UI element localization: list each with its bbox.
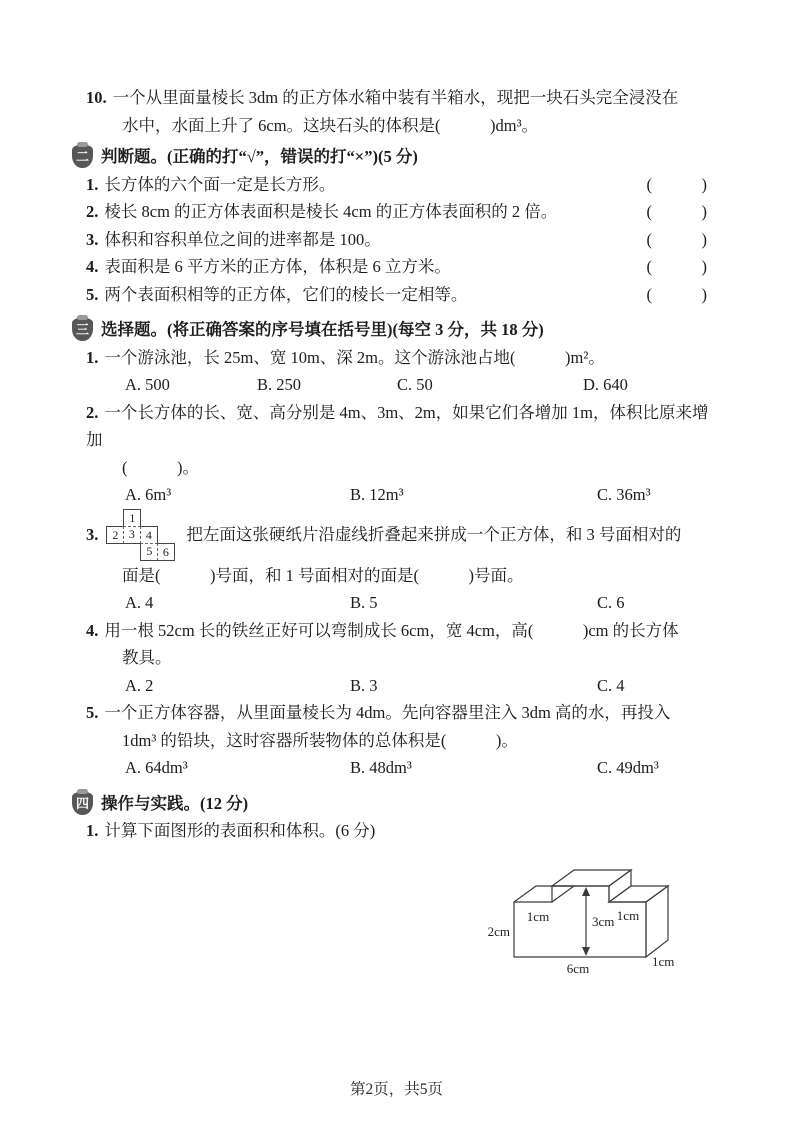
section-three-badge-icon: 三	[72, 318, 93, 341]
question-text: 一个从里面量棱长 3dm 的正方体水箱中装有半箱水，现把一块石头完全浸没在	[112, 88, 679, 107]
item-stem-line2: 1dm³ 的铅块，这时容器所装物体的总体积是( )。	[122, 730, 518, 750]
option-b: B. 5	[350, 593, 378, 612]
label-depth: 1cm	[652, 953, 675, 969]
option-c: C. 50	[397, 375, 433, 394]
label-left-height: 2cm	[487, 923, 510, 939]
label-mid-height: 3cm	[592, 913, 615, 929]
options-row	[125, 754, 713, 782]
item-text: 体积和容积单位之间的进率都是 100。	[104, 229, 381, 249]
option-b: B. 12m³	[350, 485, 404, 504]
label-right-top-width: 1cm	[616, 907, 640, 923]
item-stem: 把左面这张硬纸片沿虚线折叠起来拼成一个正方体，和 3 号面相对的	[186, 525, 682, 545]
net-cell-6: 6	[157, 543, 175, 561]
option-b: B. 250	[257, 375, 302, 394]
solid-figure-drawing	[472, 863, 722, 981]
item-number: 1.	[86, 821, 99, 840]
item-stem: 一个正方体容器，从里面量棱长为 4dm。先向容器里注入 3dm 高的水，再投入	[104, 703, 671, 722]
item-text: 两个表面积相等的正方体，它们的棱长一定相等。	[104, 284, 468, 304]
item-text: 棱长 8cm 的正方体表面积是棱长 4cm 的正方体表面积的 2 倍。	[104, 202, 558, 221]
section-practice-header	[72, 790, 713, 818]
practice-item-1	[72, 817, 713, 845]
net-cell-5: 5	[140, 543, 158, 561]
judge-item-1	[72, 171, 713, 199]
judge-item-3	[72, 226, 713, 254]
item-stem-line2: ( )。	[122, 457, 199, 477]
item-number: 3.	[86, 525, 99, 545]
option-c: C. 6	[597, 593, 625, 612]
option-c: C. 49dm³	[597, 758, 659, 777]
item-stem-line2: 面是( )号面，和 1 号面相对的面是( )号面。	[122, 565, 524, 585]
item-stem: 用一根 52cm 长的铁丝正好可以弯制成长 6cm，宽 4cm，高( )cm 的长方体	[104, 620, 679, 640]
choice-item-1	[72, 344, 713, 399]
option-a: A. 500	[125, 375, 170, 394]
net-cell-3: 3	[123, 526, 141, 544]
answer-bracket: ( )	[646, 284, 707, 304]
options-row	[125, 481, 713, 509]
judge-item-2	[72, 198, 713, 226]
choice-item-2	[72, 399, 713, 509]
item-text: 表面积是 6 平方米的正方体，体积是 6 立方米。	[104, 257, 451, 276]
option-d: D. 640	[583, 375, 628, 394]
item-number: 4.	[86, 620, 99, 640]
option-b: B. 3	[350, 675, 378, 695]
choice-item-3	[72, 509, 713, 617]
item-number: 5.	[86, 703, 99, 722]
solid-figure	[472, 863, 722, 981]
option-a: A. 4	[125, 593, 154, 612]
answer-bracket: ( )	[646, 174, 707, 194]
item-number: 2.	[86, 402, 99, 422]
option-a: A. 6m³	[125, 485, 172, 504]
net-cell-1: 1	[123, 509, 141, 527]
label-left-top-width: 1cm	[526, 908, 550, 924]
option-b: B. 48dm³	[350, 758, 412, 777]
cube-net-diagram	[106, 509, 176, 562]
question-10-line1	[72, 84, 713, 112]
net-cell-4: 4	[140, 526, 158, 544]
section-judge-title: 判断题。(正确的打“√”，错误的打“×”)(5 分)	[101, 147, 418, 166]
choice-item-4	[72, 617, 713, 700]
section-four-badge-icon: 四	[72, 792, 93, 815]
question-number: 10.	[86, 88, 107, 107]
judge-item-5	[72, 281, 713, 309]
page-footer: 第2页，共5页	[349, 1081, 443, 1098]
net-cell-2: 2	[106, 526, 124, 544]
options-row	[125, 672, 713, 700]
item-number: 1.	[86, 347, 99, 367]
item-stem: 一个游泳池，长 25m、宽 10m、深 2m。这个游泳池占地( )m²。	[104, 347, 605, 367]
answer-bracket: ( )	[646, 229, 707, 249]
option-c: C. 4	[597, 675, 625, 695]
question-10	[72, 84, 713, 139]
label-bottom-length: 6cm	[566, 960, 590, 976]
item-text: 计算下面图形的表面积和体积。(6 分)	[104, 821, 376, 840]
item-text: 长方体的六个面一定是长方形。	[104, 174, 336, 194]
judge-items	[72, 171, 713, 309]
section-choice-header	[72, 316, 713, 344]
item-number: 4.	[86, 257, 99, 276]
answer-bracket: ( )	[646, 202, 707, 221]
option-c: C. 36m³	[597, 485, 651, 504]
answer-bracket: ( )	[646, 257, 707, 276]
option-a: A. 64dm³	[125, 758, 188, 777]
choice-item-5	[72, 699, 713, 782]
options-row	[125, 589, 713, 617]
item-number: 5.	[86, 284, 99, 304]
judge-item-4	[72, 253, 713, 281]
section-judge-header	[72, 143, 713, 171]
question-10-line2: 水中，水面上升了 6cm。这块石头的体积是( )dm³。	[122, 115, 539, 135]
options-row	[125, 371, 713, 399]
section-two-badge-icon: 二	[72, 145, 93, 168]
option-a: A. 2	[125, 675, 154, 695]
section-practice-title: 操作与实践。(12 分)	[101, 793, 249, 813]
item-number: 3.	[86, 229, 99, 249]
item-stem: 一个长方体的长、宽、高分别是 4m、3m、2m，如果它们各增加 1m，体积比原来增加	[86, 402, 709, 449]
section-choice-title: 选择题。(将正确答案的序号填在括号里)(每空 3 分，共 18 分)	[101, 320, 544, 339]
item-number: 2.	[86, 202, 99, 221]
item-number: 1.	[86, 174, 99, 194]
item-stem-line2: 教具。	[122, 648, 172, 667]
